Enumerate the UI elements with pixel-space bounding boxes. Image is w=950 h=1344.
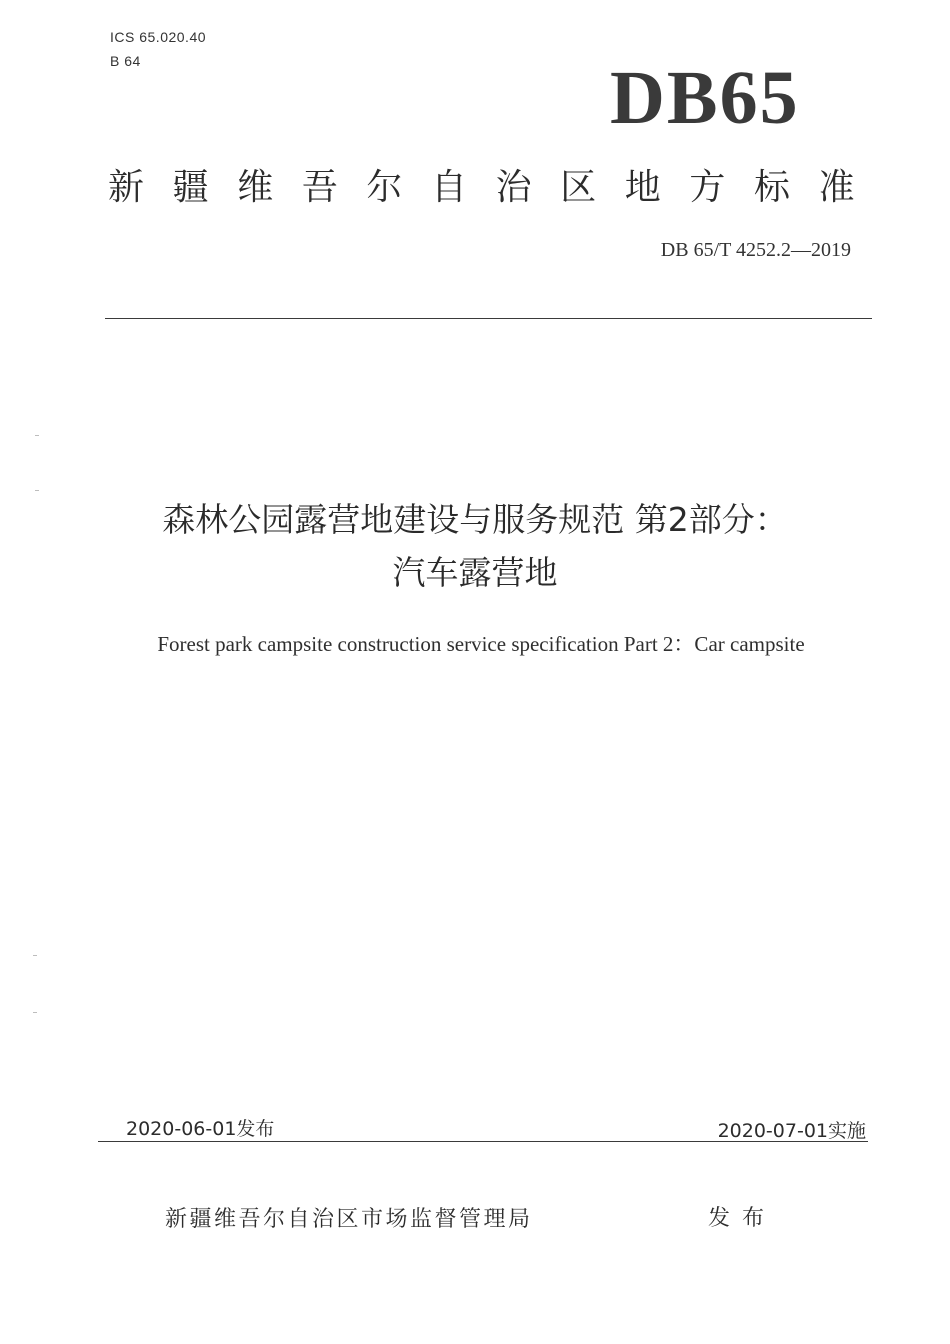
title-zh-line2: 汽车露营地 [392, 553, 558, 592]
implement-date: 2020-07-01实施 [717, 1120, 866, 1142]
scan-speck [33, 1012, 37, 1013]
issue-label: 发布 [708, 1206, 777, 1231]
footer-divider [98, 1141, 868, 1142]
title-en: Forest park campsite construction service specification Part 2：Car campsite [157, 632, 805, 656]
classification-code: B 64 [110, 53, 141, 69]
issuing-authority: 新疆维吾尔自治区市场监督管理局 [165, 1207, 533, 1232]
ics-code: ICS 65.020.40 [110, 29, 207, 45]
standard-number: DB 65/T 4252.2—2019 [660, 239, 851, 261]
standard-category: 新疆维吾尔自治区地方标准 [108, 167, 884, 208]
header-divider [105, 318, 872, 319]
db65-logo: DB65 [610, 56, 800, 140]
title-zh-line1: 森林公园露营地建设与服务规范 第2部分： [162, 500, 788, 539]
scan-speck [35, 490, 39, 491]
scan-speck [35, 435, 39, 436]
scan-speck [33, 955, 37, 956]
publish-date: 2020-06-01发布 [126, 1118, 275, 1140]
